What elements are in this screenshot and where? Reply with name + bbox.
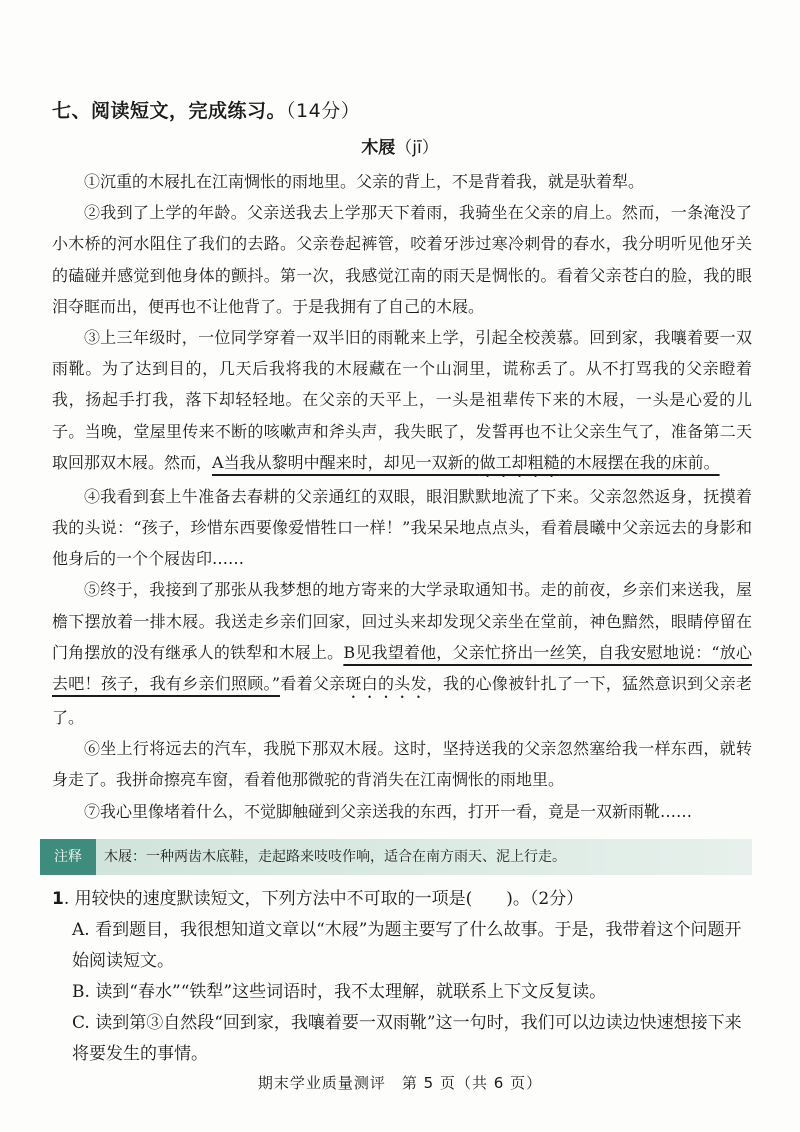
page-footer: 期末学业质量测评 第 5 页（共 6 页） xyxy=(257,1074,543,1092)
sentence-a-dotted-words: 做工却粗糙 xyxy=(479,452,560,472)
paragraph-5-tail-pre: 看着父亲 xyxy=(280,674,346,694)
annotation-text: 木屐：一种两齿木底鞋，走起路来吱吱作响，适合在南方雨天、泥上行走。 xyxy=(104,849,566,865)
option-b-text: 读到“春水”“铁犁”这些词语时，我不太理解，就联系上下文反复读。 xyxy=(95,982,607,1002)
annotation-tag: 注释 xyxy=(40,839,96,875)
option-c-label: C. xyxy=(72,1013,90,1033)
paragraph-5 xyxy=(52,574,752,733)
paragraph-5-tail-post: ，我的心像被针扎了一下，猛然意识到父亲老了。 xyxy=(52,674,752,728)
paragraph-5-text: ⑤终于，我接到了那张从我梦想的地方寄来的大学录取通知书。走的前夜，乡亲们来送我，屋檐下摆放着一排木屐。我送走乡亲们回家，回过头来却发现父亲坐在堂前，神色黯然，眼睛停留在门角摆放的没有继承人的铁犁和木屐上。 xyxy=(52,580,752,662)
question-1-stem xyxy=(52,884,752,915)
paragraph-7: ⑦我心里像堵着什么，不觉脚触碰到父亲送我的东西，打开一看，竟是一双新雨靴…… xyxy=(84,801,693,821)
story-title-text: 木屐 xyxy=(361,138,396,158)
option-b[interactable] xyxy=(52,977,752,1008)
section-score: （14分） xyxy=(286,100,361,122)
option-a[interactable] xyxy=(52,915,752,977)
option-a-text: 看到题目，我很想知道文章以“木屐”为题主要写了什么故事。于是，我带着这个问题开始阅读短文。 xyxy=(72,920,742,971)
reading-passage xyxy=(52,166,752,827)
paragraph-3-text: ③上三年级时，一位同学穿着一双半旧的雨靴来上学，引起全校羡慕。回到家，我嚷着要一双雨靴。为了达到目的，几天后我将我的木屐藏在一个山洞里，谎称丢了。从不打骂我的父亲瞪着我，扬起手打我，落下却轻轻地。在父亲的天平上，一头是祖辈传下来的木屐，一头是心爱的儿子。当晚，堂屋里传来不断的咳嗽声和斧头声，我失眠了，发誓再也不让父亲生气了，准备第二天取回那双木屐。然而， xyxy=(52,328,752,472)
story-title xyxy=(0,133,800,158)
paragraph-3 xyxy=(52,322,752,481)
story-title-pinyin: （jī） xyxy=(395,138,439,158)
option-c-text: 读到第③自然段“回到家，我嚷着要一双雨靴”这一句时，我们可以边读边快速想接下来将要发生的事情。 xyxy=(72,1013,742,1064)
paragraph-6: ⑥坐上行将远去的汽车，我脱下那双木屐。这时，坚持送我的父亲忽然塞给我一样东西，就转身走了。我拼命擦亮车窗，看着他那微驼的背消失在江南惆怅的雨地里。 xyxy=(52,739,752,790)
question-stem-text: . 用较快的速度默读短文，下列方法中不可取的一项是( )。（2分） xyxy=(63,889,584,909)
question-number: 1 xyxy=(52,889,64,909)
annotation-bar xyxy=(40,839,752,875)
section-title xyxy=(52,96,360,123)
dotted-words-gray-hair: 斑白的头发 xyxy=(345,674,427,694)
option-a-label: A. xyxy=(72,920,90,940)
paragraph-4: ④我看到套上牛准备去春耕的父亲通红的双眼，眼泪默默地流了下来。父亲忽然返身，抚摸着我的头说：“孩子，珍惜东西要像爱惜牲口一样！”我呆呆地点点头，看着晨曦中父亲远去的身影和他身后的一个个屐齿印…… xyxy=(52,486,752,569)
paragraph-1: ①沉重的木屐扎在江南惆怅的雨地里。父亲的背上，不是背着我，就是驮着犁。 xyxy=(84,172,645,191)
question-1 xyxy=(52,884,752,1070)
sentence-a-part-2: 的木屐摆在我的床前。 xyxy=(559,452,720,472)
sentence-a-part-1: A当我从黎明中醒来时，却见一双新的 xyxy=(212,452,480,472)
option-b-label: B. xyxy=(72,982,90,1002)
underlined-sentence-b: B见我望着他，父亲忙挤出一丝笑，自我安慰地说：“放心去吧！孩子，我有乡亲们照顾。” xyxy=(52,642,752,694)
underlined-sentence-a xyxy=(212,453,720,472)
paragraph-2: ②我到了上学的年龄。父亲送我去上学那天下着雨，我骑坐在父亲的肩上。然而，一条淹没了小木桥的河水阻住了我们的去路。父亲卷起裤管，咬着牙涉过寒冷刺骨的春水，我分明听见他牙关的磕碰并感觉到他身体的颤抖。第一次，我感觉江南的雨天是惆怅的。看着父亲苍白的脸，我的眼泪夺眶而出，便再也不让他背了。于是我拥有了自己的木屐。 xyxy=(52,203,752,316)
section-title-text: 七、阅读短文，完成练习。 xyxy=(52,100,287,122)
option-c[interactable] xyxy=(52,1008,752,1070)
